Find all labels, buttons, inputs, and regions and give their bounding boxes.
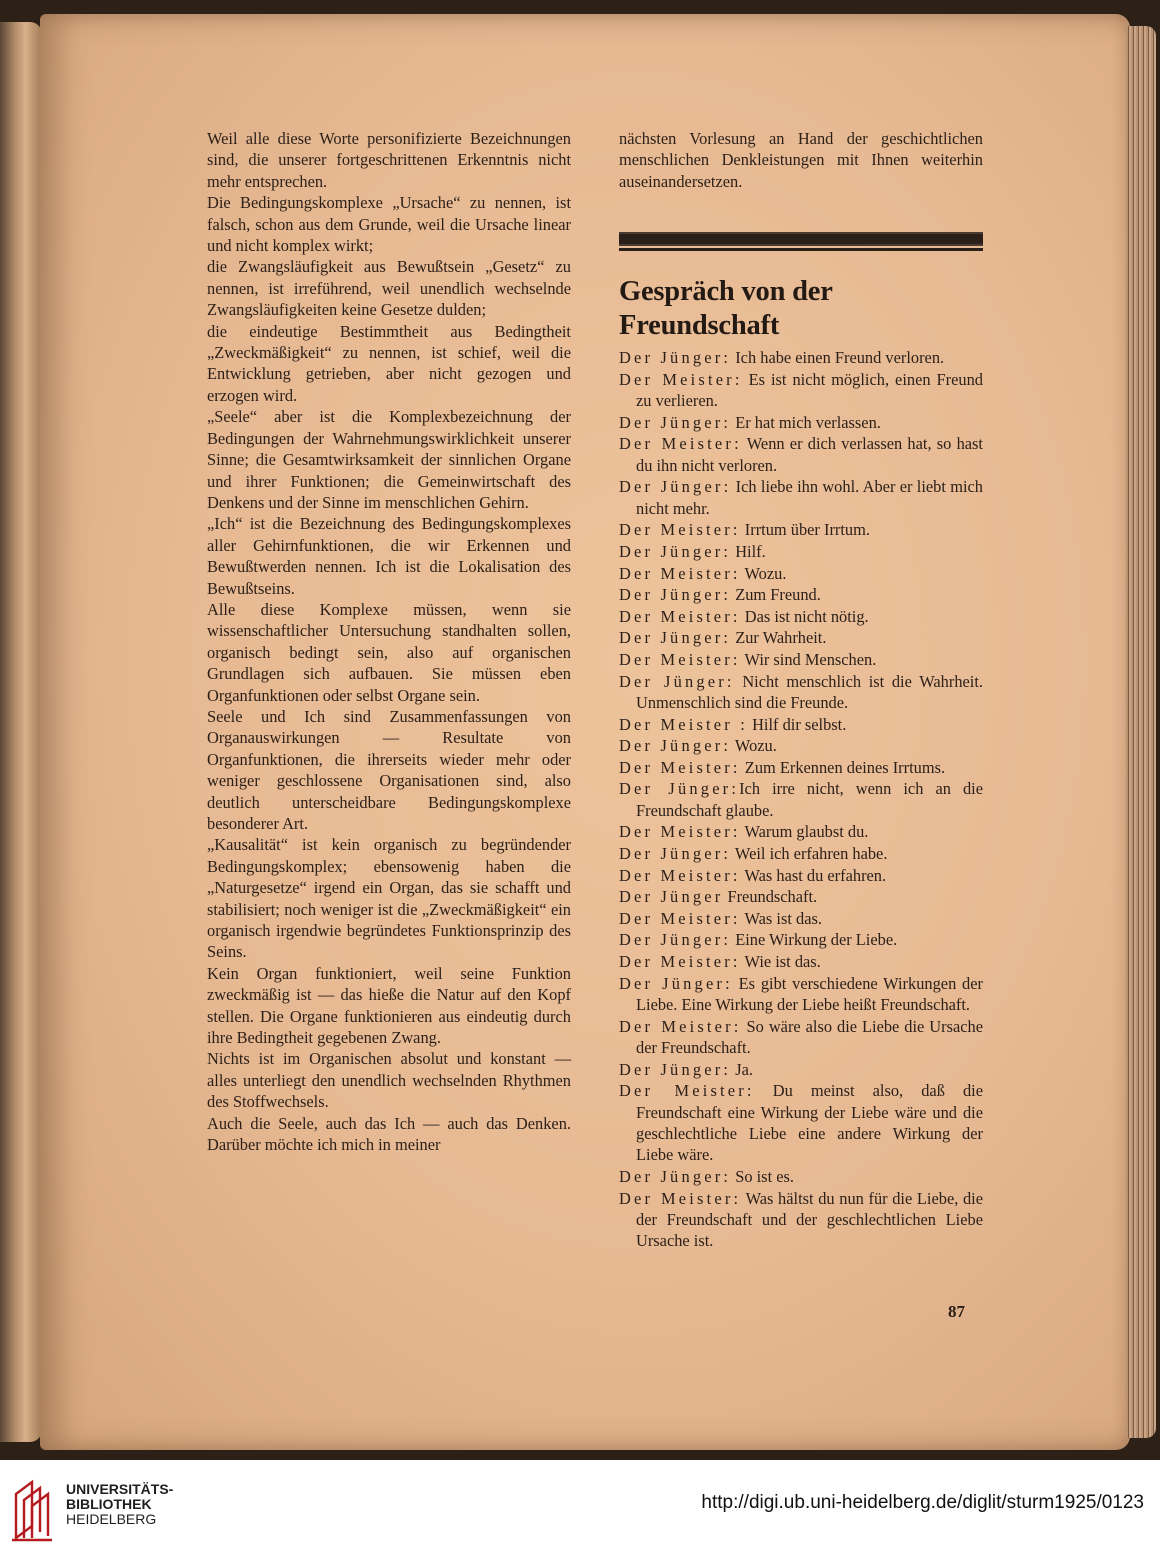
dialogue-text: Er hat mich verlassen. [731, 412, 881, 432]
dialogue-speaker: Der Jünger: [619, 1059, 732, 1079]
dialogue-line [619, 563, 983, 584]
paragraph: Auch die Seele, auch das Ich — auch das Denken. Darüber möchte ich mich in meiner [207, 1113, 571, 1155]
dialogue-speaker: Der Jünger: [619, 628, 732, 648]
dialogue-text: Wir sind Menschen. [740, 649, 877, 669]
paragraph: nächsten Vorlesung an Hand der geschichtlichen menschlichen Denkleistungen mit Ihnen weiterhin auseinandersetzen. [619, 129, 983, 191]
dialogue-speaker: Der Jünger: [619, 930, 732, 950]
dialogue-line [619, 584, 983, 605]
dialogue-speaker: Der Meister: [619, 865, 741, 885]
dialogue-speaker: Der Meister : [619, 714, 748, 734]
page-stack-edge [1126, 26, 1156, 1438]
dialogue-line [619, 369, 983, 412]
dialogue-line [619, 1188, 983, 1252]
dialogue-line [619, 1016, 983, 1059]
dialogue-speaker: Der Jünger: [619, 412, 732, 432]
right-text-column [619, 128, 983, 1252]
library-logo-icon [10, 1476, 58, 1546]
dialogue-line [619, 627, 983, 648]
dialogue-speaker: Der Meister: [619, 951, 741, 971]
dialogue-speaker: Der Jünger: [619, 1166, 732, 1186]
previous-page-edge [0, 22, 42, 1442]
dialogue-line [619, 519, 983, 540]
paragraph: Nichts ist im Organischen absolut und konstant — alles unterliegt den unendlich wechselnden Rhythmen des Stoffwechsels. [207, 1049, 571, 1112]
dialogue-text: Was hältst du nun für die Liebe, die der Freundschaft und der geschlechtlichen Liebe Ursache ist. [636, 1188, 983, 1251]
dialogue-speaker: Der Jünger: [619, 736, 732, 756]
dialogue-speaker: Der Jünger [619, 887, 724, 907]
paragraph: die Zwangsläufigkeit aus Bewußtsein „Gesetz“ zu nennen, ist irreführend, weil unendlich wechselnde Zwangsläufigkeiten keine Gesetze dulden; [207, 257, 571, 320]
dialogue-line [619, 649, 983, 670]
dialogue-text: Was ist das. [740, 908, 822, 928]
dialogue-line [619, 1166, 983, 1187]
paragraph: Alle diese Komplexe müssen, wenn sie wissenschaftlicher Untersuchung standhalten sollen, organisch bedingt sein, also auf organischen Grundlagen sich aufbauen. Sie müssen eben Organfunktionen oder selbst Organe sein. [207, 599, 571, 705]
dialogue-speaker: Der Jünger: [619, 348, 732, 368]
dialogue-text: Hilf. [731, 542, 766, 561]
paragraph: die eindeutige Bestimmtheit aus Bedingtheit „Zweckmäßigkeit“ zu nennen, ist schief, weil die Entwicklung getrieben, aber nicht gezogen und erzogen wird. [207, 321, 571, 405]
dialogue-line [619, 865, 983, 886]
decorative-rule-thin [619, 248, 983, 251]
paragraph: „Ich“ ist die Bezeichnung des Bedingungskomplexes aller Gehirnfunktionen, die wir Erkennen und Bewußtwerden nennen. Ich ist die Lokalisation des Bewußtseins. [207, 514, 571, 598]
dialogue-speaker: Der Meister: [619, 757, 741, 777]
dialogue-text: Irrtum über Irrtum. [740, 520, 870, 540]
library-name [66, 1482, 173, 1527]
dialogue-line [619, 886, 983, 907]
dialogue-speaker: Der Meister: [619, 649, 741, 669]
paragraph: „Seele“ aber ist die Komplexbezeichnung der Bedingungen der Wahrnehmungswirklichkeit unserer Sinne; die Gesamtwirksamkeit der sinnlichen Organe und ihrer Funktionen; die Gemeinwirtschaft des Denkens und der Sinne im menschlichen Gehirn. [207, 407, 571, 512]
dialogue-line [619, 973, 983, 1016]
dialogue-text: Weil ich erfahren habe. [731, 843, 888, 863]
dialogue-text: Ich liebe ihn wohl. Aber er liebt mich nicht mehr. [636, 477, 983, 518]
dialogue-text: Wie ist das. [740, 951, 821, 971]
dialogue-line [619, 412, 983, 433]
paragraph: Weil alle diese Worte personifizierte Bezeichnungen sind, die unserer fortgeschrittenen Erkenntnis nicht mehr entsprechen. [207, 129, 571, 191]
dialogue-line [619, 433, 983, 476]
dialogue-text: Ich habe einen Freund verloren. [731, 348, 945, 368]
dialogue-text: Wenn er dich verlassen hat, so hast du ihn nicht verloren. [636, 434, 983, 475]
dialogue-line [619, 778, 983, 821]
dialogue-line [619, 821, 983, 842]
dialogue-line [619, 1059, 983, 1080]
paragraph: Kein Organ funktioniert, weil seine Funktion zweckmäßig ist — das hieße die Natur auf den Kopf stellen. Die Organe funktionieren aus eindeutig durch ihre Bedingtheit gegebenen Zwang. [207, 963, 571, 1048]
footer-bar [0, 1460, 1160, 1558]
dialogue-text: Das ist nicht nötig. [740, 606, 869, 626]
left-text-column [207, 128, 571, 1156]
library-name-line1: UNIVERSITÄTS- [66, 1481, 174, 1497]
page-number: 87 [948, 1302, 965, 1321]
dialogue-line [619, 606, 983, 627]
dialogue-speaker: Der Meister: [619, 822, 741, 842]
dialogue-text: Zur Wahrheit. [731, 628, 827, 648]
dialogue-text: Nicht menschlich ist die Wahrheit. Unmenschlich sind die Freunde. [636, 671, 983, 712]
dialogue-speaker: Der Jünger: [619, 585, 732, 605]
dialogue-speaker: Der Jünger: [619, 779, 740, 799]
dialogue-text: Wozu. [740, 563, 787, 583]
dialogue-text: Ich irre nicht, wenn ich an die Freundschaft glaube. [636, 779, 984, 820]
paragraph: Seele und Ich sind Zusammenfassungen von Organauswirkungen — Resultate von Organfunktionen, die ihrerseits wieder mehr oder weniger geschlossene Organisationen sind, also deutlich unterscheidbare Bedingungskomplexe besonderer Art. [207, 706, 571, 833]
dialogue-text: Warum glaubst du. [740, 822, 869, 842]
dialogue-speaker: Der Meister: [619, 606, 741, 626]
dialogue-list [619, 347, 983, 1252]
article-heading: Gespräch von der Freundschaft [619, 276, 833, 342]
dialogue-speaker: Der Jünger: [619, 843, 732, 863]
source-url[interactable]: http://digi.ub.uni-heidelberg.de/diglit/sturm1925/0123 [701, 1492, 1144, 1513]
dialogue-speaker: Der Meister: [619, 369, 743, 389]
dialogue-line [619, 1080, 983, 1166]
dialogue-text: Ja. [731, 1059, 753, 1079]
dialogue-speaker: Der Meister: [619, 563, 741, 583]
dialogue-speaker: Der Jünger: [619, 973, 733, 993]
dialogue-speaker: Der Meister: [619, 1188, 742, 1208]
dialogue-speaker: Der Jünger: [619, 671, 735, 691]
dialogue-line [619, 908, 983, 929]
dialogue-speaker: Der Meister: [619, 434, 742, 454]
dialogue-text: Wozu. [731, 736, 777, 756]
dialogue-text: So wäre also die Liebe die Ursache der Freundschaft. [636, 1016, 983, 1057]
dialogue-line [619, 541, 983, 562]
dialogue-speaker: Der Meister: [619, 1016, 742, 1036]
dialogue-text: Es gibt verschiedene Wirkungen der Liebe. Eine Wirkung der Liebe heißt Freundschaft. [636, 973, 983, 1014]
dialogue-text: Zum Freund. [731, 585, 821, 605]
dialogue-text: So ist es. [731, 1166, 794, 1186]
dialogue-text: Freundschaft. [723, 887, 818, 907]
dialogue-text: Es ist nicht möglich, einen Freund zu verlieren. [636, 369, 983, 411]
dialogue-text: Du meinst also, daß die Freundschaft eine Wirkung der Liebe wäre und die geschlechtliche Liebe eine andere Wirkung der Liebe wäre. [636, 1081, 983, 1165]
dialogue-line [619, 929, 983, 950]
dialogue-line [619, 714, 983, 735]
decorative-rule [619, 232, 983, 246]
dialogue-line [619, 951, 983, 972]
dialogue-speaker: Der Jünger: [619, 477, 732, 497]
paragraph: Die Bedingungskomplexe „Ursache“ zu nennen, ist falsch, schon aus dem Grunde, weil die Ursache linear und nicht komplex wirkt; [207, 193, 571, 256]
dialogue-speaker: Der Meister: [619, 520, 741, 540]
dialogue-line [619, 347, 983, 368]
library-name-line2: BIBLIOTHEK [66, 1496, 152, 1512]
dialogue-text: Hilf dir selbst. [748, 714, 847, 734]
dialogue-speaker: Der Meister: [619, 908, 741, 928]
paragraph: „Kausalität“ ist kein organisch zu begründender Bedingungskomplex; ebensowenig haben die „Naturgesetze“ irgend ein Organ, das sie schafft und stabilisiert; noch weniger ist die „Zweckmäßigkeit“ ein organisch irgendwie begründetes Funktionsprinzip des Seins. [207, 835, 571, 962]
dialogue-text: Was hast du erfahren. [740, 865, 887, 885]
dialogue-line [619, 757, 983, 778]
dialogue-speaker: Der Jünger: [619, 542, 732, 561]
dialogue-text: Eine Wirkung der Liebe. [731, 930, 898, 950]
dialogue-text: Zum Erkennen deines Irrtums. [740, 757, 946, 777]
library-name-line3: HEIDELBERG [66, 1511, 157, 1527]
dialogue-line [619, 671, 983, 714]
dialogue-line [619, 735, 983, 756]
dialogue-line [619, 476, 983, 519]
dialogue-line [619, 843, 983, 864]
dialogue-speaker: Der Meister: [619, 1081, 755, 1101]
